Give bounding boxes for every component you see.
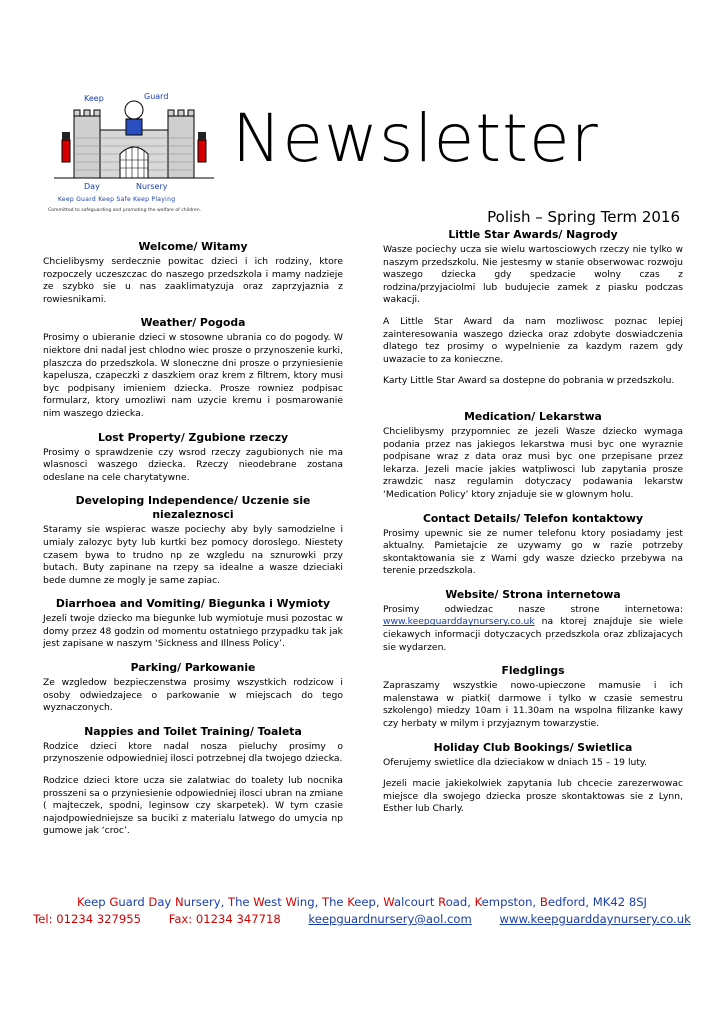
website-intro: Prosimy odwiedzac nasze strone internetowa: [383, 603, 683, 615]
section-heading: Nappies and Toilet Training/ Toaleta [84, 724, 302, 738]
section-heading: Lost Property/ Zgubione rzeczy [97, 430, 289, 444]
section-heading: Website/ Strona internetowa [445, 587, 621, 601]
section-paragraph: Jezeli macie jakiekolwiek zapytania lub chcecie zarezerwowac miejsce dla swojego dziecka prosze skontaktowas sie z Lynn, Esther lub Charly. [383, 778, 683, 815]
addr-part: R [438, 895, 446, 909]
addr-part: alcourt [394, 895, 439, 909]
section-paragraph: Chcielibysmy przypomniec ze jezeli Wasze dziecko wymaga podania przez nas jakiegos lekarstwa musi byc one wyraznie podpisane wraz z data oraz musi byc one przepisane przez lekarza. Jezeli macie jakies watpliwosci lub zapytania prosze zrawdzic nasz regulamin dotyczacy podawania lekarstw ‘Medication Policy’ ktory znjaduje sie w glownym holu. [383, 425, 683, 500]
section-welcome [43, 240, 343, 306]
addr-part: D [148, 895, 158, 909]
addr-part: T [321, 895, 330, 909]
logo-word-keep: Keep [84, 94, 104, 103]
section-heading: Weather/ Pogoda [140, 316, 246, 330]
section-nappies [43, 725, 343, 838]
logo-word-nursery: Nursery [136, 182, 168, 191]
addr-part: W [285, 895, 297, 909]
section-paragraph: Zapraszamy wszystkie nowo-upieczone mamusie i ich malenstawa w piatki( darmowe i tylko w czasie semestru szkolengo) miedzy 10am i 11.30am na wspolna filizanke kawy czy herbaty w milym i przyjaznym towarzystie. [383, 680, 683, 730]
section-heading: Parking/ Parkowanie [130, 661, 256, 675]
addr-part: eep, [354, 895, 384, 909]
logo-word-day: Day [84, 182, 100, 191]
section-paragraph: Rodzice dzieci ktore nadal nosza pieluchy prosimy o przynoszenie odpowiedniej ilosci potrzebnej dla twojego dziecka. [43, 740, 343, 765]
addr-part: he [235, 895, 254, 909]
addr-part: ursery, [183, 895, 228, 909]
section-weather [43, 316, 343, 420]
footer-website-link[interactable]: www.keepguarddaynursery.co.uk [499, 912, 691, 926]
footer-email-link[interactable]: keepguardnursery@aol.com [308, 912, 472, 926]
section-website [383, 588, 683, 654]
section-independence [43, 494, 343, 587]
website-outro: na ktorej znajduje sie wiele ciekawych informacji dotyczacych przedszkola oraz zblizajacych sie wydarzen. [383, 616, 683, 653]
term-subtitle: Polish – Spring Term 2016 [487, 208, 680, 226]
section-heading: Contact Details/ Telefon kontaktowy [422, 511, 644, 525]
castle-logo-graphic [44, 88, 224, 198]
addr-part: ay [157, 895, 175, 909]
addr-part: K [77, 895, 85, 909]
addr-part: K [474, 895, 482, 909]
website-link[interactable]: www.keepguarddaynursery.co.uk [383, 616, 535, 628]
addr-part: B [539, 895, 548, 909]
section-paragraph: Oferujemy swietlice dla dzieciakow w dniach 15 – 19 luty. [383, 756, 647, 768]
section-paragraph: Wasze pociechy ucza sie wielu wartosciowych rzeczy nie tylko w naszym przedszkolu. Nie jestesmy w stanie obserwowac rozwoju waszego dziecka gdy spedzacie wolny czas z rodzina/przyjaciolmi lub budujecie zamek z piasku podczas wakacji. [383, 244, 683, 306]
logo-tagline: Keep Guard Keep Safe Keep Playing [58, 196, 176, 203]
section-parking [43, 661, 343, 715]
section-paragraph: Prosimy o ubieranie dzieci w stosowne ubrania co do pogody. W niektore dni nadal jest chlodno wiec prosze o przynoszenie kurki, plaszcza do przedszkola. W sloneczne dni prosze o przyniesienie kapelusza, czapeczki z daszkiem oraz krem z filtrem, ktory musi byc podpisany imieniem dziecka. Prosze rowniez podpisac formularz, ktory umozliwi nam uzycie kremu i posmarowanie nim waszego dziecka. [43, 332, 343, 419]
logo-word-guard: Guard [144, 92, 169, 101]
addr-part: T [227, 895, 236, 909]
addr-part: ing, [296, 895, 322, 909]
left-column [43, 240, 343, 848]
section-lost-property [43, 431, 343, 485]
right-column [383, 228, 683, 826]
section-paragraph: Staramy sie wspierac wasze pociechy aby byly samodzielne i umialy zalozyc byty lub kurtki bez pomocy doroslego. Niestety czasem bywa to trudno np ze wzgledu na sznurowki przy butach. Buty zapinane na rzepy sa idealne a wasze dzieciaki bede dumne ze mogly je same zapiac. [43, 524, 343, 586]
logo-committed-text: Committed to safeguarding and promoting the welfare of children. [48, 208, 202, 213]
addr-part: G [109, 895, 119, 909]
newsletter-title: Newsletter [232, 100, 599, 177]
section-paragraph [383, 604, 683, 654]
footer-tel: Tel: 01234 327955 [33, 912, 142, 926]
section-heading: Holiday Club Bookings/ Swietlica [433, 740, 633, 754]
section-paragraph: Chcielibysmy serdecznie powitac dzieci i ich rodziny, ktore rozpoczely uczeszczac do naszego przedszkola i mamy nadzieje ze szybko sie u nas zaaklimatyzuja oraz zaprzyjaznia z rowiesnikami. [43, 256, 343, 305]
addr-part: est [264, 895, 286, 909]
section-paragraph: Rodzice dzieci ktore ucza sie zalatwiac do toalety lub nocnika prosszeni sa o przyniesienie odpowiedniej ilosci ubran na zmiane ( majteczek, spodni, leginsow czy skarpetek). W tym czasie najodpowiedniejsze sa buciki z materialu latwego do umycia np gumowe jak ‘croc’. [43, 775, 343, 837]
addr-part: edford, MK42 8SJ [547, 895, 647, 909]
section-fledglings [383, 664, 683, 730]
section-diarrhoea [43, 597, 343, 651]
addr-part: he [329, 895, 348, 909]
nursery-logo [44, 88, 224, 218]
footer-address [0, 895, 724, 909]
section-paragraph: Prosimy o sprawdzenie czy wsrod rzeczy zagubionych nie ma wlasnosci waszego dziecka. Rzeczy nieodebrane zostana odeslane na cele charytatywne. [43, 446, 343, 483]
addr-part: W [383, 895, 394, 909]
section-paragraph: Jezeli twoje dziecko ma biegunke lub wymiotuje musi pozostac w domy przez 48 godzin od momentu ostatniego przypadku tak jak jest zapisane w naszym ‘Sickness and Illness Policy’. [43, 613, 343, 650]
addr-part: K [347, 895, 355, 909]
footer-fax: Fax: 01234 347718 [168, 912, 281, 926]
section-paragraph: Prosimy upewnic sie ze numer telefonu ktory posiadamy jest aktualny. Pamietajcie ze uzywamy go w razie potrzeby skontaktowania sie z Wami gdy wasze dziecko przebywa na terenie przedszkola. [383, 527, 683, 577]
addr-part: oad, [445, 895, 475, 909]
section-paragraph: A Little Star Award da nam mozliwosc poznac lepiej zainteresowania waszego dziecka oraz zdobyte doswiadczenia dlatego tez prosimy o wypelnienie za kazdym razem gdy uwazacie to za konieczne. [383, 315, 683, 365]
section-heading: Medication/ Lekarstwa [464, 409, 602, 423]
section-paragraph: Karty Little Star Award sa dostepne do pobrania w przedszkolu. [383, 375, 675, 387]
section-heading: Diarrhoea and Vomiting/ Biegunka i Wymioty [55, 597, 331, 611]
addr-part: N [174, 895, 184, 909]
section-medication [383, 410, 683, 502]
addr-part: uard [118, 895, 149, 909]
section-little-star [383, 228, 683, 388]
section-paragraph: Ze wzgledow bezpieczenstwa prosimy wszystkich rodzicow i osoby odwiedzajece o parkowanie w miejscach do tego wyznaczonych. [43, 677, 343, 714]
section-heading: Developing Independence/ Uczenie sie niezaleznosci [75, 494, 311, 522]
section-heading: Fledglings [501, 664, 565, 678]
section-heading: Little Star Awards/ Nagrody [448, 228, 618, 241]
section-contact [383, 512, 683, 578]
section-heading: Welcome/ Witamy [138, 240, 248, 253]
addr-part: eep [84, 895, 110, 909]
addr-part: empston, [481, 895, 540, 909]
section-holiday-club [383, 741, 683, 816]
footer-contacts [0, 912, 724, 926]
addr-part: W [253, 895, 265, 909]
